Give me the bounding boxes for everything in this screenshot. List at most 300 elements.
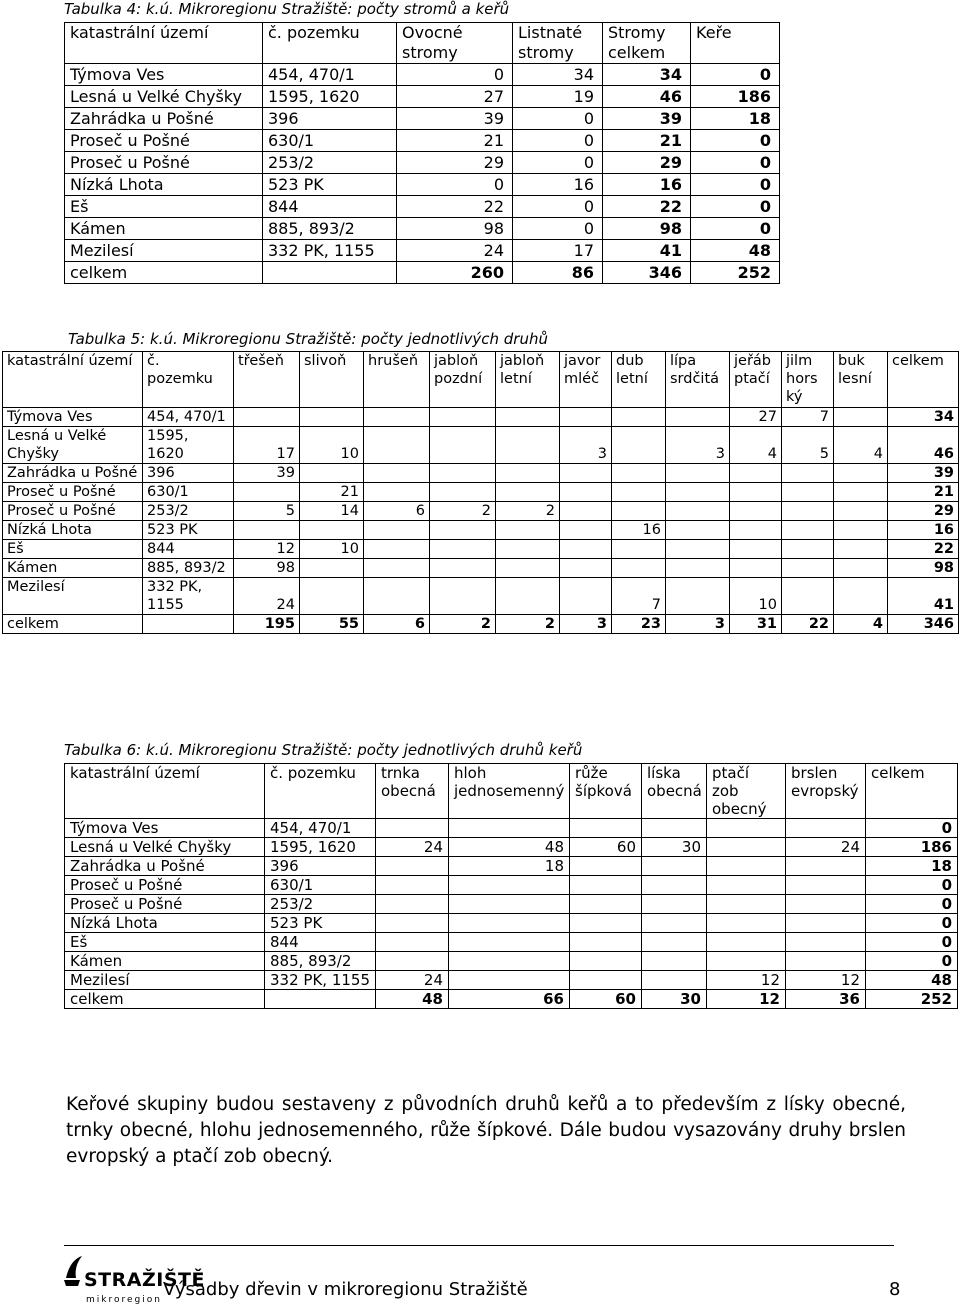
species-count-cell — [234, 483, 300, 502]
species-count-cell — [782, 540, 834, 559]
species-count-cell — [300, 464, 364, 483]
species-count-cell — [364, 540, 430, 559]
parcel-cell: 396 — [265, 857, 376, 876]
species-count-cell — [666, 483, 730, 502]
species-count-cell: 24 — [376, 838, 449, 857]
species-count-cell — [786, 933, 866, 952]
table4-caption: Tabulka 4: k.ú. Mikroregionu Stražiště: počty stromů a keřů — [64, 0, 510, 18]
species-count-cell — [782, 559, 834, 578]
species-count-cell — [730, 483, 782, 502]
species-count-cell: 2 — [430, 502, 496, 521]
species-count-cell — [376, 914, 449, 933]
table5-header-cell: jabloň pozdní — [430, 352, 496, 408]
species-count-cell — [786, 914, 866, 933]
table-row — [3, 578, 959, 615]
table6-header-cell: č. pozemku — [265, 764, 376, 819]
area-cell: Mezilesí — [3, 578, 143, 615]
species-total-cell: 6 — [364, 615, 430, 634]
species-count-cell — [707, 819, 786, 838]
species-count-cell: 3 — [666, 427, 730, 464]
table4-header-cell: Keře — [691, 23, 780, 64]
species-count-cell — [612, 427, 666, 464]
area-cell: Lesná u Velké Chyšky — [3, 427, 143, 464]
fruit-total-cell: 260 — [397, 262, 513, 284]
species-count-cell — [642, 952, 707, 971]
species-count-cell — [666, 502, 730, 521]
parcel-cell: 523 PK — [263, 174, 397, 196]
table-row — [65, 64, 780, 86]
area-cell: Nízká Lhota — [65, 174, 263, 196]
table-row — [65, 108, 780, 130]
table6-header-cell: růže šípková — [570, 764, 642, 819]
broadleaf-cell: 19 — [513, 86, 603, 108]
species-count-cell — [496, 521, 560, 540]
shrubs-cell: 18 — [691, 108, 780, 130]
row-total-cell: 0 — [866, 914, 958, 933]
total-cell: 41 — [603, 240, 691, 262]
row-total-cell: 46 — [888, 427, 959, 464]
table4-header-row — [65, 23, 780, 64]
species-count-cell — [707, 838, 786, 857]
footer-divider — [64, 1245, 894, 1246]
table-row — [65, 857, 958, 876]
species-count-cell — [364, 521, 430, 540]
row-total-cell: 98 — [888, 559, 959, 578]
species-count-cell — [642, 914, 707, 933]
area-cell: Eš — [65, 196, 263, 218]
table-row — [3, 559, 959, 578]
species-total-cell: 23 — [612, 615, 666, 634]
table-row — [65, 876, 958, 895]
broadleaf-cell: 0 — [513, 108, 603, 130]
species-count-cell: 27 — [730, 408, 782, 427]
table5-header-cell: č. pozemku — [143, 352, 234, 408]
shrubs-cell: 186 — [691, 86, 780, 108]
species-count-cell: 6 — [364, 502, 430, 521]
total-cell: 29 — [603, 152, 691, 174]
species-count-cell — [364, 483, 430, 502]
species-count-cell: 4 — [730, 427, 782, 464]
table5-header-cell: lípa srdčitá — [666, 352, 730, 408]
species-count-cell — [834, 464, 888, 483]
species-count-cell — [364, 464, 430, 483]
species-count-cell — [666, 521, 730, 540]
table-row — [65, 838, 958, 857]
species-count-cell — [786, 857, 866, 876]
species-count-cell — [612, 483, 666, 502]
total-cell: 21 — [603, 130, 691, 152]
species-count-cell — [782, 502, 834, 521]
species-count-cell — [834, 578, 888, 615]
table-row — [65, 152, 780, 174]
species-count-cell — [834, 483, 888, 502]
species-count-cell — [560, 502, 612, 521]
table-row — [3, 483, 959, 502]
table5-header-cell: jeřáb ptačí — [730, 352, 782, 408]
table5-total-row — [3, 615, 959, 634]
shrubs-cell: 48 — [691, 240, 780, 262]
species-count-cell: 24 — [786, 838, 866, 857]
total-label-cell: celkem — [3, 615, 143, 634]
area-cell: Eš — [3, 540, 143, 559]
fruit-cell: 22 — [397, 196, 513, 218]
species-count-cell — [782, 483, 834, 502]
broadleaf-cell: 0 — [513, 218, 603, 240]
table4-header-cell: Ovocné stromy — [397, 23, 513, 64]
area-cell: Zahrádka u Pošné — [65, 108, 263, 130]
area-cell: Proseč u Pošné — [65, 876, 265, 895]
species-count-cell — [666, 578, 730, 615]
species-total-cell: 48 — [376, 990, 449, 1009]
table-row — [65, 952, 958, 971]
row-total-cell: 0 — [866, 933, 958, 952]
species-count-cell — [364, 408, 430, 427]
species-count-cell: 5 — [234, 502, 300, 521]
table5-header-cell: třešeň — [234, 352, 300, 408]
species-count-cell — [364, 559, 430, 578]
area-cell: Týmova Ves — [65, 64, 263, 86]
species-count-cell — [786, 819, 866, 838]
fruit-cell: 21 — [397, 130, 513, 152]
species-count-cell: 24 — [234, 578, 300, 615]
species-count-cell: 14 — [300, 502, 364, 521]
species-count-cell — [376, 952, 449, 971]
row-total-cell: 34 — [888, 408, 959, 427]
species-count-cell — [430, 559, 496, 578]
species-count-cell — [707, 952, 786, 971]
species-count-cell: 12 — [786, 971, 866, 990]
area-cell: Zahrádka u Pošné — [65, 857, 265, 876]
area-cell: Kámen — [3, 559, 143, 578]
shrubs-cell: 0 — [691, 64, 780, 86]
species-count-cell — [496, 464, 560, 483]
parcel-cell: 523 PK — [265, 914, 376, 933]
table6-header-cell: ptačí zob obecný — [707, 764, 786, 819]
species-total-cell: 36 — [786, 990, 866, 1009]
area-cell: Proseč u Pošné — [65, 130, 263, 152]
species-count-cell — [376, 933, 449, 952]
species-count-cell — [834, 559, 888, 578]
row-total-cell: 39 — [888, 464, 959, 483]
species-total-cell: 30 — [642, 990, 707, 1009]
area-cell: Kámen — [65, 218, 263, 240]
species-count-cell — [449, 876, 570, 895]
species-count-cell — [782, 578, 834, 615]
area-cell: Mezilesí — [65, 240, 263, 262]
row-total-cell: 186 — [866, 838, 958, 857]
species-count-cell — [449, 895, 570, 914]
species-count-cell — [570, 876, 642, 895]
row-total-cell: 21 — [888, 483, 959, 502]
species-count-cell — [642, 876, 707, 895]
parcel-cell: 1595, 1620 — [263, 86, 397, 108]
table5-header-cell: buk lesní — [834, 352, 888, 408]
grand-total-cell: 252 — [866, 990, 958, 1009]
area-cell: Proseč u Pošné — [65, 895, 265, 914]
species-count-cell: 10 — [730, 578, 782, 615]
species-count-cell — [449, 914, 570, 933]
species-count-cell — [834, 408, 888, 427]
species-count-cell — [376, 895, 449, 914]
table5-header-cell: jabloň letní — [496, 352, 560, 408]
parcel-cell: 253/2 — [265, 895, 376, 914]
species-count-cell — [570, 819, 642, 838]
species-count-cell — [570, 952, 642, 971]
species-count-cell: 5 — [782, 427, 834, 464]
table-row — [65, 933, 958, 952]
species-count-cell — [730, 540, 782, 559]
species-count-cell: 10 — [300, 540, 364, 559]
parcel-cell: 523 PK — [143, 521, 234, 540]
species-count-cell — [364, 578, 430, 615]
species-count-cell: 7 — [782, 408, 834, 427]
strazibste-logo — [60, 1250, 205, 1306]
table4-header-cell: Stromy celkem — [603, 23, 691, 64]
page-number: 8 — [889, 1279, 901, 1300]
fruit-cell: 39 — [397, 108, 513, 130]
table5-header-cell: hrušeň — [364, 352, 430, 408]
table-row — [3, 540, 959, 559]
species-count-cell — [612, 464, 666, 483]
area-cell: Lesná u Velké Chyšky — [65, 86, 263, 108]
species-count-cell: 12 — [234, 540, 300, 559]
species-count-cell: 7 — [612, 578, 666, 615]
parcel-cell: 630/1 — [265, 876, 376, 895]
species-count-cell — [834, 502, 888, 521]
species-total-cell: 31 — [730, 615, 782, 634]
logo-wordmark: STRAŽIŠTĚ — [84, 1269, 205, 1291]
species-count-cell — [570, 971, 642, 990]
species-count-cell — [560, 408, 612, 427]
species-count-cell — [786, 895, 866, 914]
species-count-cell — [300, 578, 364, 615]
table4-header-cell: Listnaté stromy — [513, 23, 603, 64]
table6 — [64, 763, 958, 1009]
species-count-cell — [449, 971, 570, 990]
table4-header-cell: katastrální území — [65, 23, 263, 64]
table-row — [65, 130, 780, 152]
species-count-cell — [560, 483, 612, 502]
species-count-cell: 12 — [707, 971, 786, 990]
total-cell: 46 — [603, 86, 691, 108]
species-count-cell — [642, 971, 707, 990]
table-row — [3, 408, 959, 427]
species-count-cell — [666, 559, 730, 578]
empty-cell — [143, 615, 234, 634]
species-total-cell: 55 — [300, 615, 364, 634]
row-total-cell: 18 — [866, 857, 958, 876]
total-label-cell: celkem — [65, 990, 265, 1009]
species-count-cell — [449, 933, 570, 952]
total-cell: 22 — [603, 196, 691, 218]
area-cell: Proseč u Pošné — [65, 152, 263, 174]
fruit-cell: 24 — [397, 240, 513, 262]
species-count-cell: 3 — [560, 427, 612, 464]
table6-caption: Tabulka 6: k.ú. Mikroregionu Stražiště: počty jednotlivých druhů keřů — [64, 741, 583, 759]
species-count-cell — [376, 819, 449, 838]
area-cell: Lesná u Velké Chyšky — [65, 838, 265, 857]
fruit-cell: 0 — [397, 174, 513, 196]
species-count-cell — [642, 819, 707, 838]
species-total-cell: 3 — [560, 615, 612, 634]
species-total-cell: 4 — [834, 615, 888, 634]
row-total-cell: 0 — [866, 952, 958, 971]
table-row — [3, 521, 959, 540]
area-cell: Proseč u Pošné — [3, 502, 143, 521]
species-count-cell — [496, 540, 560, 559]
table-row — [65, 174, 780, 196]
species-total-cell: 2 — [496, 615, 560, 634]
species-count-cell — [496, 559, 560, 578]
area-cell: Týmova Ves — [3, 408, 143, 427]
species-count-cell — [666, 464, 730, 483]
area-cell: Nízká Lhota — [3, 521, 143, 540]
row-total-cell: 16 — [888, 521, 959, 540]
table5-caption: Tabulka 5: k.ú. Mikroregionu Stražiště: počty jednotlivých druhů — [68, 330, 548, 348]
table5-header-cell: celkem — [888, 352, 959, 408]
parcel-cell: 885, 893/2 — [143, 559, 234, 578]
parcel-cell: 396 — [263, 108, 397, 130]
parcel-cell: 332 PK, 1155 — [265, 971, 376, 990]
row-total-cell: 0 — [866, 819, 958, 838]
species-count-cell: 18 — [449, 857, 570, 876]
species-total-cell: 12 — [707, 990, 786, 1009]
area-cell: Mezilesí — [65, 971, 265, 990]
parcel-cell: 630/1 — [263, 130, 397, 152]
species-count-cell — [782, 464, 834, 483]
species-count-cell — [612, 540, 666, 559]
species-count-cell — [612, 502, 666, 521]
species-count-cell — [642, 857, 707, 876]
species-count-cell — [300, 559, 364, 578]
species-count-cell — [570, 914, 642, 933]
species-count-cell — [560, 464, 612, 483]
species-count-cell: 2 — [496, 502, 560, 521]
table-row — [3, 464, 959, 483]
fruit-cell: 27 — [397, 86, 513, 108]
table5 — [2, 351, 959, 634]
species-count-cell — [560, 521, 612, 540]
species-count-cell — [707, 895, 786, 914]
parcel-cell: 332 PK, 1155 — [143, 578, 234, 615]
logo-subtitle: mikroregion — [86, 1295, 162, 1305]
table5-header-cell: slivoň — [300, 352, 364, 408]
parcel-cell: 454, 470/1 — [263, 64, 397, 86]
table4-header-cell: č. pozemku — [263, 23, 397, 64]
shrubs-cell: 0 — [691, 152, 780, 174]
grand-total-cell: 346 — [603, 262, 691, 284]
parcel-cell: 396 — [143, 464, 234, 483]
species-count-cell: 60 — [570, 838, 642, 857]
total-label-cell: celkem — [65, 262, 263, 284]
shrubs-cell: 0 — [691, 196, 780, 218]
broadleaf-cell: 0 — [513, 152, 603, 174]
species-count-cell — [570, 857, 642, 876]
species-count-cell — [782, 521, 834, 540]
footer-title: Výsadby dřevin v mikroregionu Stražiště — [163, 1279, 528, 1300]
table6-header-cell: hloh jednosemenný — [449, 764, 570, 819]
parcel-cell: 253/2 — [263, 152, 397, 174]
species-count-cell — [730, 502, 782, 521]
species-total-cell: 22 — [782, 615, 834, 634]
broadleaf-cell: 16 — [513, 174, 603, 196]
table6-header-row — [65, 764, 958, 819]
table5-header-cell: katastrální území — [3, 352, 143, 408]
table6-total-row — [65, 990, 958, 1009]
table5-header-cell: javor mléč — [560, 352, 612, 408]
species-count-cell: 16 — [612, 521, 666, 540]
area-cell: Kámen — [65, 952, 265, 971]
species-count-cell — [730, 559, 782, 578]
table6-header-cell: brslen evropský — [786, 764, 866, 819]
species-count-cell — [612, 559, 666, 578]
broadleaf-cell: 34 — [513, 64, 603, 86]
species-total-cell: 2 — [430, 615, 496, 634]
species-count-cell — [730, 521, 782, 540]
species-count-cell: 10 — [300, 427, 364, 464]
parcel-cell: 885, 893/2 — [263, 218, 397, 240]
table5-header-row — [3, 352, 959, 408]
species-count-cell: 24 — [376, 971, 449, 990]
species-count-cell — [449, 952, 570, 971]
table6-header-cell: líska obecná — [642, 764, 707, 819]
species-count-cell — [560, 559, 612, 578]
broadleaf-cell: 0 — [513, 130, 603, 152]
species-count-cell — [496, 408, 560, 427]
species-total-cell: 195 — [234, 615, 300, 634]
species-count-cell — [560, 540, 612, 559]
species-count-cell — [707, 876, 786, 895]
species-count-cell: 30 — [642, 838, 707, 857]
body-paragraph: Keřové skupiny budou sestaveny z původních druhů keřů a to především z lísky obecné, trnky obecné, hlohu jednosemenného, růže šípkové. Dále budou vysazovány druhy brslen evropský a ptačí zob obecný. — [66, 1094, 906, 1167]
area-cell: Eš — [65, 933, 265, 952]
row-total-cell: 0 — [866, 876, 958, 895]
species-count-cell — [430, 408, 496, 427]
species-count-cell — [449, 819, 570, 838]
species-total-cell: 66 — [449, 990, 570, 1009]
table6-header-cell: trnka obecná — [376, 764, 449, 819]
species-count-cell: 21 — [300, 483, 364, 502]
parcel-cell: 454, 470/1 — [265, 819, 376, 838]
table4-total-row — [65, 262, 780, 284]
species-count-cell — [496, 483, 560, 502]
species-count-cell: 98 — [234, 559, 300, 578]
row-total-cell: 29 — [888, 502, 959, 521]
empty-cell — [263, 262, 397, 284]
row-total-cell: 22 — [888, 540, 959, 559]
parcel-cell: 844 — [265, 933, 376, 952]
area-cell: Týmova Ves — [65, 819, 265, 838]
species-count-cell — [666, 540, 730, 559]
total-cell: 39 — [603, 108, 691, 130]
species-count-cell — [642, 933, 707, 952]
area-cell: Proseč u Pošné — [3, 483, 143, 502]
broadleaf-cell: 17 — [513, 240, 603, 262]
species-count-cell — [376, 876, 449, 895]
species-count-cell — [834, 521, 888, 540]
species-count-cell — [430, 427, 496, 464]
table6-header-cell: celkem — [866, 764, 958, 819]
species-count-cell — [364, 427, 430, 464]
broadleaf-cell: 0 — [513, 196, 603, 218]
table-row — [65, 218, 780, 240]
species-count-cell — [786, 952, 866, 971]
species-count-cell — [430, 521, 496, 540]
species-count-cell — [234, 521, 300, 540]
species-count-cell — [612, 408, 666, 427]
species-count-cell — [570, 895, 642, 914]
broadleaf-total-cell: 86 — [513, 262, 603, 284]
